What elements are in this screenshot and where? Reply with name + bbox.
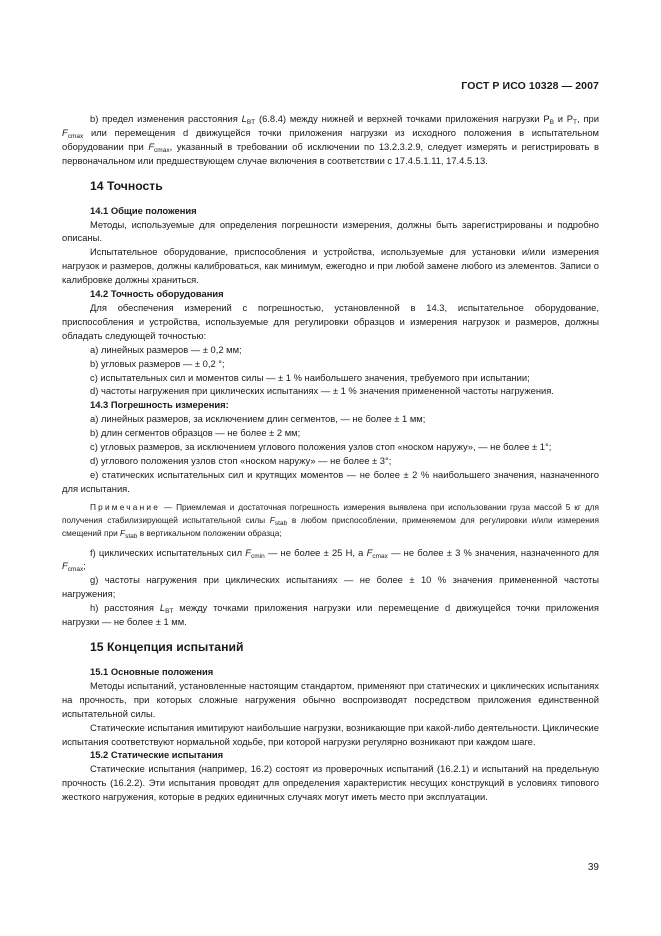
paragraph: Испытательное оборудование, приспособления и устройства, используемые для установки и/или измерения нагрузок и размеров, должны калиброваться, как минимум, ежегодно и при любой замене любого из элементов. Записи о калибровке должны храниться. <box>62 246 599 286</box>
list-item: d) частоты нагружения при циклических испытаниях — ± 1 % значения примененной частоты нагружения. <box>90 385 554 397</box>
section-15-title: 15 Концепция испытаний <box>90 639 244 654</box>
list-item: а) линейных размеров — ± 0,2 мм; <box>90 343 242 355</box>
subsection-14-2-title: 14.2 Точность оборудования <box>90 288 224 300</box>
paragraph: Методы, используемые для определения погрешности измерения, должны быть зарегистрированы и подробно описаны. <box>62 218 599 244</box>
note: Примечание — Приемлемая и достаточная погрешность измерения выявлена при использовании груза массой 5 кг для получения стабилизирующей испытательной силы $F_{stab}$ в любом приспособлении, применяемом для регулировки и/или измерения смещений при $F_{stab}$ в вертикальном положении образца; <box>62 501 599 541</box>
note-label: Примечание <box>90 501 161 512</box>
list-item: f) циклических испытательных сил $F_{cmin}$ — не более ± 25 Н, а $F_{cmax}$ — не более ± 3 % значения, назначенного для $F_{cmax}$; <box>62 546 599 574</box>
list-item: h) расстояния $L_{BT}$ между точками приложения нагрузки или перемещение d движущейся точки приложения нагрузки — не более ± 1 мм. <box>62 602 599 628</box>
list-item: d) углового положения узлов стоп «носком наружу» — не более ± 3°; <box>90 454 392 466</box>
list-item: с) угловых размеров, за исключением углового положения узлов стоп «носком наружу», — не более ± 1°; <box>90 441 552 453</box>
list-item: b) угловых размеров — ± 0,2 °; <box>90 357 225 369</box>
list-item: с) испытательных сил и моментов силы — ± 1 % наибольшего значения, требуемого при испытании; <box>90 371 530 383</box>
subsection-15-2-title: 15.2 Статические испытания <box>90 749 224 761</box>
page-content <box>62 112 599 804</box>
list-item: g) частоты нагружения при циклических испытаниях — не более ± 10 % значения примененной частоты нагружения; <box>62 574 599 600</box>
paragraph: Методы испытаний, установленные настоящим стандартом, применяют при статических и циклических испытаниях на прочность, при которых сложные нагружения обычно воспроизводят посредством приложения единственной испытательной силы. <box>62 679 599 719</box>
paragraph: Статические испытания имитируют наибольшие нагрузки, возникающие при какой-либо деятельности. Циклические испытания соответствуют нормальной ходьбе, при которой нагрузки регулярно возникают при каждом шаге. <box>62 721 599 747</box>
list-item: а) линейных размеров, за исключением длин сегментов, — не более ± 1 мм; <box>90 413 426 425</box>
subsection-14-1-title: 14.1 Общие положения <box>90 204 197 216</box>
subsection-15-1-title: 15.1 Основные положения <box>90 665 214 677</box>
paragraph: Для обеспечения измерений с погрешностью, установленной в 14.3, испытательное оборудование, приспособления и устройства, используемые для регулировки образцов и измерения нагрузок и размеров, должны обладать следующей точностью: <box>62 301 599 341</box>
section-14-title: 14 Точность <box>90 178 163 193</box>
list-item: b) длин сегментов образцов — не более ± 2 мм; <box>90 427 301 439</box>
clause-b-item: b) предел изменения расстояния $L_{BT}$ (6.8.4) между нижней и верхней точками приложения нагрузки $P_B$ и $P_T$, при $F_{cmax}$ или перемещения d движущейся точки приложения нагрузки из исходного положения в испытательном оборудовании при $F_{cmax}$, указанный в требовании об исключении по 13.2.3.2.9, следует измерять и регистрировать в первоначальном или предшествующем случае включения в соответствии с 17.4.5.1.11, 17.4.5.13. <box>62 113 599 166</box>
standard-code-header: ГОСТ Р ИСО 10328 — 2007 <box>461 80 599 92</box>
paragraph: Статические испытания (например, 16.2) состоят из проверочных испытаний (16.2.1) и испытаний на предельную прочность (16.2.2). Эти испытания проводят для определения характеристик несущих конструкций в условиях типового жесткого нагружения, которые в редких единичных случаях могут иметь место при эксплуатации. <box>62 763 599 803</box>
page-number: 39 <box>587 862 599 873</box>
list-item: е) статических испытательных сил и крутящих моментов — не более ± 2 % наибольшего значения, назначенного для испытания. <box>62 468 599 494</box>
subsection-14-3-title: 14.3 Погрешность измерения: <box>90 399 229 411</box>
